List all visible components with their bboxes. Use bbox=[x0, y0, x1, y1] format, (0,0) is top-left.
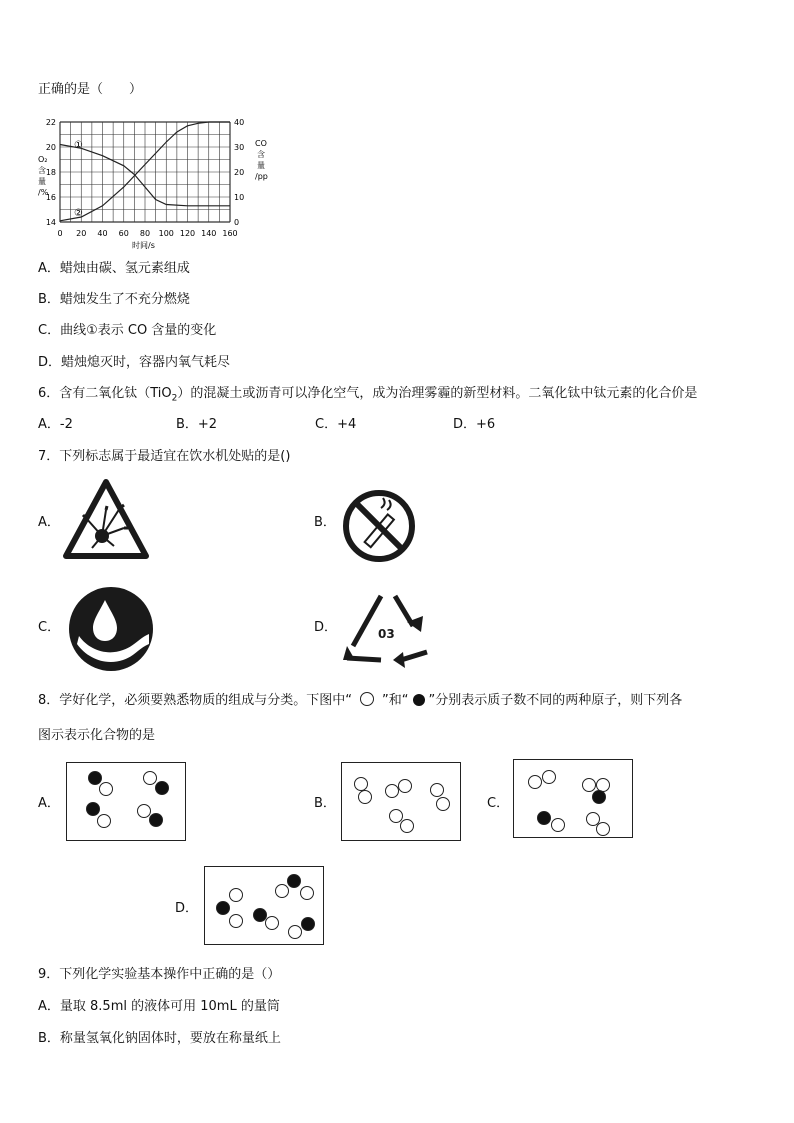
left-tick-label: 16 bbox=[45, 193, 56, 202]
q5-option-d[interactable]: D．蜡烛熄灭时，容器内氧气耗尽 bbox=[38, 355, 231, 370]
x-tick-label: 20 bbox=[76, 229, 87, 238]
water-saving-icon[interactable] bbox=[67, 586, 155, 672]
recycle-code: 03 bbox=[378, 627, 395, 641]
q5-option-c[interactable]: C．曲线①表示 CO 含量的变化 bbox=[38, 323, 217, 338]
x-tick-label: 40 bbox=[97, 229, 108, 238]
molecule-box-a[interactable] bbox=[66, 762, 186, 841]
curve-2-mark: ② bbox=[74, 208, 83, 219]
x-tick-label: 60 bbox=[118, 229, 129, 238]
left-tick-label: 14 bbox=[45, 218, 56, 227]
svg-text:O₂: O₂ bbox=[38, 155, 48, 164]
x-tick-label: 140 bbox=[201, 229, 217, 238]
right-tick-label: 0 bbox=[234, 218, 240, 227]
x-tick-label: 80 bbox=[139, 229, 151, 238]
q8-label-b[interactable]: B． bbox=[314, 796, 336, 811]
svg-text:/%: /% bbox=[38, 188, 49, 197]
q8-label-d[interactable]: D． bbox=[175, 901, 199, 916]
q8-stem-line2: 图示表示化合物的是 bbox=[38, 728, 156, 743]
q7-stem: 7．下列标志属于最适宜在饮水机处贴的是() bbox=[38, 449, 291, 464]
q9-stem: 9．下列化学实验基本操作中正确的是（） bbox=[38, 967, 281, 982]
explosive-warning-icon[interactable] bbox=[62, 478, 150, 562]
right-axis-label bbox=[255, 139, 268, 181]
q8-stem: 8．学好化学，必须要熟悉物质的组成与分类。下图中“ ”和“ ”分别表示质子数不同的两种原子，则下列各 bbox=[38, 693, 683, 708]
molecule-box-d[interactable] bbox=[204, 866, 324, 945]
svg-text:量: 量 bbox=[38, 177, 46, 186]
q6-stem: 6．含有二氧化钛（TiO$_2$）的混凝土或沥青可以净化空气，成为治理雾霾的新型材料。二氧化钛中钛元素的化合价是 bbox=[38, 386, 698, 404]
recycle-icon[interactable] bbox=[341, 586, 435, 670]
q5-option-a[interactable]: A．蜡烛由碳、氢元素组成 bbox=[38, 261, 190, 276]
x-tick-label: 100 bbox=[158, 229, 174, 238]
q6-option-a[interactable]: A．-2 bbox=[38, 417, 73, 432]
curve-1-mark: ① bbox=[74, 140, 83, 151]
right-tick-label: 20 bbox=[234, 168, 245, 177]
left-tick-label: 18 bbox=[45, 168, 56, 177]
x-tick-label: 160 bbox=[222, 229, 238, 238]
q6-option-b[interactable]: B．+2 bbox=[176, 417, 218, 432]
x-tick-label: 120 bbox=[179, 229, 196, 238]
q7-label-a[interactable]: A． bbox=[38, 515, 60, 530]
right-tick-label: 40 bbox=[234, 118, 245, 127]
molecule-box-c[interactable] bbox=[513, 759, 633, 838]
chart-grid bbox=[60, 122, 230, 222]
svg-text:/pp: /pp bbox=[255, 172, 268, 181]
right-tick-label: 10 bbox=[234, 193, 245, 202]
white-atom-legend-icon bbox=[360, 692, 374, 706]
right-tick-label: 30 bbox=[234, 143, 245, 152]
svg-text:含: 含 bbox=[38, 166, 46, 175]
no-smoking-icon[interactable] bbox=[341, 488, 417, 564]
svg-text:CO: CO bbox=[255, 139, 267, 148]
q9-option-b[interactable]: B．称量氢氧化钠固体时，要放在称量纸上 bbox=[38, 1031, 281, 1046]
q6-option-c[interactable]: C．+4 bbox=[315, 417, 357, 432]
left-tick-label: 20 bbox=[45, 143, 56, 152]
svg-text:含: 含 bbox=[257, 150, 265, 159]
black-atom-legend-icon bbox=[413, 694, 425, 706]
q7-label-c[interactable]: C． bbox=[38, 620, 61, 635]
q8-label-a[interactable]: A． bbox=[38, 796, 60, 811]
q7-label-d[interactable]: D． bbox=[314, 620, 338, 635]
q8-label-c[interactable]: C． bbox=[487, 796, 510, 811]
q9-option-a[interactable]: A．量取 8.5ml 的液体可用 10mL 的量筒 bbox=[38, 999, 280, 1014]
x-axis-label: 时间/s bbox=[132, 241, 155, 250]
svg-text:量: 量 bbox=[257, 161, 265, 170]
left-tick-label: 22 bbox=[45, 118, 56, 127]
molecule-box-b[interactable] bbox=[341, 762, 461, 841]
q6-option-d[interactable]: D．+6 bbox=[453, 417, 496, 432]
q5-option-b[interactable]: B．蜡烛发生了不充分燃烧 bbox=[38, 292, 190, 307]
q5-stem-tail: 正确的是（ ） bbox=[38, 82, 143, 97]
o2-co-chart bbox=[34, 108, 274, 252]
x-tick-label: 0 bbox=[57, 229, 63, 238]
q7-label-b[interactable]: B． bbox=[314, 515, 336, 530]
